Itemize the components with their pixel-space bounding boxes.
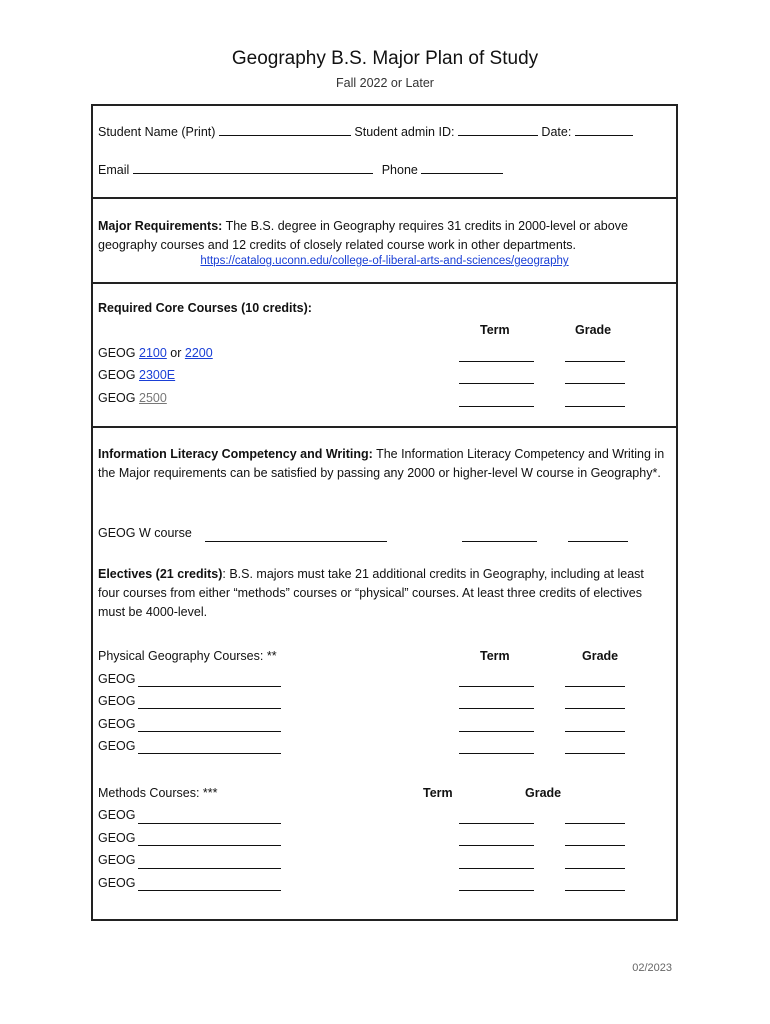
core-course-row — [98, 368, 175, 382]
student-name-field[interactable] — [219, 124, 351, 136]
footer-date-code: 02/2023 — [632, 962, 672, 974]
core-grade-header: Grade — [575, 323, 612, 337]
methods-course-prefix: GEOG — [98, 831, 136, 845]
course-field[interactable] — [138, 686, 281, 687]
grade-field[interactable] — [565, 361, 625, 362]
electives-text: : B.S. majors must take 21 additional credits in Geography, including at least four courses from either “methods” courses or “physical” courses. At least three credits of electives must be 4000-level. — [98, 567, 644, 619]
course-link-2100[interactable]: 2100 — [139, 346, 167, 360]
course-field[interactable] — [138, 753, 281, 754]
electives-heading: Electives (21 credits) — [98, 567, 223, 581]
term-field[interactable] — [459, 708, 534, 709]
physical-course-prefix: GEOG — [98, 672, 136, 686]
core-course-row — [98, 346, 213, 360]
course-or: or — [170, 346, 182, 360]
grade-field[interactable] — [565, 890, 625, 891]
physical-course-prefix: GEOG — [98, 694, 136, 708]
term-field[interactable] — [459, 406, 534, 407]
grade-field[interactable] — [565, 708, 625, 709]
page-subtitle: Fall 2022 or Later — [336, 76, 434, 90]
course-field[interactable] — [138, 890, 281, 891]
methods-term-header: Term — [423, 786, 453, 800]
course-link-2300e[interactable]: 2300E — [139, 368, 176, 382]
date-field[interactable] — [575, 124, 633, 136]
physical-courses-label: Physical Geography Courses: ** — [98, 649, 277, 663]
w-course-field[interactable] — [205, 541, 387, 542]
major-requirements — [98, 217, 668, 255]
methods-grade-header: Grade — [525, 786, 562, 800]
student-admin-id-field[interactable] — [458, 124, 538, 136]
phone-label: Phone — [381, 163, 418, 177]
email-label: Email — [98, 163, 130, 177]
grade-field[interactable] — [565, 406, 625, 407]
physical-grade-header: Grade — [582, 649, 619, 663]
term-field[interactable] — [459, 868, 534, 869]
course-link-2500[interactable]: 2500 — [139, 391, 167, 405]
term-field[interactable] — [459, 753, 534, 754]
course-field[interactable] — [138, 868, 281, 869]
major-requirements-heading: Major Requirements: — [98, 219, 223, 233]
email-field[interactable] — [133, 162, 373, 174]
literacy-heading: Information Literacy Competency and Writing: — [98, 447, 373, 461]
student-name-label: Student Name (Print) — [98, 125, 216, 139]
section-divider — [91, 426, 678, 428]
electives-section — [98, 565, 668, 622]
term-field[interactable] — [459, 845, 534, 846]
core-term-header: Term — [480, 323, 510, 337]
physical-course-prefix: GEOG — [98, 739, 136, 753]
term-field[interactable] — [459, 686, 534, 687]
core-heading: Required Core Courses (10 credits): — [98, 301, 312, 315]
course-prefix: GEOG — [98, 391, 136, 405]
phone-field[interactable] — [421, 162, 503, 174]
course-prefix: GEOG — [98, 346, 136, 360]
term-field[interactable] — [459, 731, 534, 732]
grade-field[interactable] — [565, 383, 625, 384]
w-course-label: GEOG W course — [98, 526, 192, 540]
term-field[interactable] — [459, 361, 534, 362]
major-requirements-text: The B.S. degree in Geography requires 31 credits in 2000-level or above geography courses and 12 credits of closely related course work in other departments. — [98, 219, 628, 252]
literacy-text: The Information Literacy Competency and Writing in the Major requirements can be satisfied by passing any 2000 or higher-level W course in Geography*. — [98, 447, 665, 480]
physical-course-prefix: GEOG — [98, 717, 136, 731]
course-field[interactable] — [138, 845, 281, 846]
page-title: Geography B.S. Major Plan of Study — [231, 48, 539, 69]
grade-field[interactable] — [565, 845, 625, 846]
core-course-row — [98, 391, 167, 405]
literacy-section — [98, 445, 668, 483]
grade-field[interactable] — [565, 686, 625, 687]
course-field[interactable] — [138, 731, 281, 732]
term-field[interactable] — [459, 823, 534, 824]
course-link-2200[interactable]: 2200 — [184, 346, 213, 360]
course-field[interactable] — [138, 708, 281, 709]
section-divider — [91, 197, 678, 199]
grade-field[interactable] — [565, 731, 625, 732]
catalog-link-row — [91, 255, 678, 267]
methods-courses-label: Methods Courses: *** — [98, 786, 218, 800]
section-divider — [91, 282, 678, 284]
student-admin-id-label: Student admin ID: — [354, 125, 455, 139]
term-field[interactable] — [459, 383, 534, 384]
term-field[interactable] — [459, 890, 534, 891]
grade-field[interactable] — [565, 753, 625, 754]
grade-field[interactable] — [565, 868, 625, 869]
course-prefix: GEOG — [98, 368, 136, 382]
methods-course-prefix: GEOG — [98, 876, 136, 890]
catalog-link[interactable]: https://catalog.uconn.edu/college-of-liberal-arts-and-sciences/geography — [200, 255, 569, 267]
methods-course-prefix: GEOG — [98, 808, 136, 822]
methods-course-prefix: GEOG — [98, 853, 136, 867]
course-field[interactable] — [138, 823, 281, 824]
date-label: Date: — [541, 125, 572, 139]
physical-term-header: Term — [480, 649, 510, 663]
term-field[interactable] — [462, 541, 537, 542]
grade-field[interactable] — [568, 541, 628, 542]
grade-field[interactable] — [565, 823, 625, 824]
student-info-row-1 — [98, 124, 633, 139]
student-info-row-2 — [98, 162, 503, 177]
